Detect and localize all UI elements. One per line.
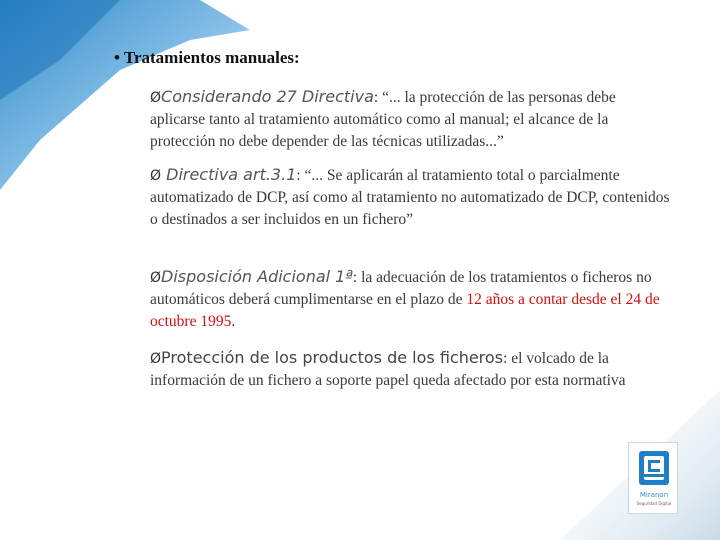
slide-title: • Tratamientos manuales: bbox=[114, 48, 300, 67]
list-item bbox=[150, 347, 670, 392]
item-text: : la adecuación de los tratamientos o ficheros no automáticos deberá cumplimentarse en el plazo de bbox=[150, 269, 652, 308]
item-lead: Directiva art.3.1 bbox=[161, 165, 297, 184]
item-end: . bbox=[231, 313, 236, 330]
arrow-bullet-icon: Ø bbox=[150, 351, 162, 367]
arrow-bullet-icon: Ø bbox=[150, 90, 162, 106]
arrow-bullet-icon: Ø bbox=[150, 270, 162, 286]
logo-subtitle: Seguridad Digital bbox=[636, 501, 672, 506]
list-item bbox=[150, 164, 670, 231]
logo-name: Miranon bbox=[639, 491, 669, 499]
list-item bbox=[150, 266, 670, 333]
item-lead: Disposición Adicional 1ª bbox=[161, 267, 353, 286]
item-text: : “... Se aplicarán al tratamiento total o parcialmente automatizado de DCP, así como al tratamiento no automatizado de DCP, contenidos o destinados a ser incluidos en un fichero” bbox=[150, 167, 670, 228]
list-item bbox=[150, 86, 670, 153]
logo-mark-icon bbox=[629, 443, 679, 491]
company-logo bbox=[628, 442, 678, 514]
deadline-highlight: 12 años a contar desde el 24 de octubre 1995 bbox=[150, 291, 660, 330]
item-lead: Considerando 27 Directiva bbox=[161, 87, 374, 106]
item-text: : “... la protección de las personas debe aplicarse tanto al tratamiento automático como al manual; el alcance de la protección no debe depender de las técnicas utilizadas...” bbox=[150, 89, 616, 150]
item-lead: Protección de los productos de los ficheros bbox=[161, 348, 504, 367]
arrow-bullet-icon: Ø bbox=[150, 168, 162, 184]
item-text: : el volcado de la información de un fichero a soporte papel queda afectado por esta normativa bbox=[150, 350, 626, 389]
